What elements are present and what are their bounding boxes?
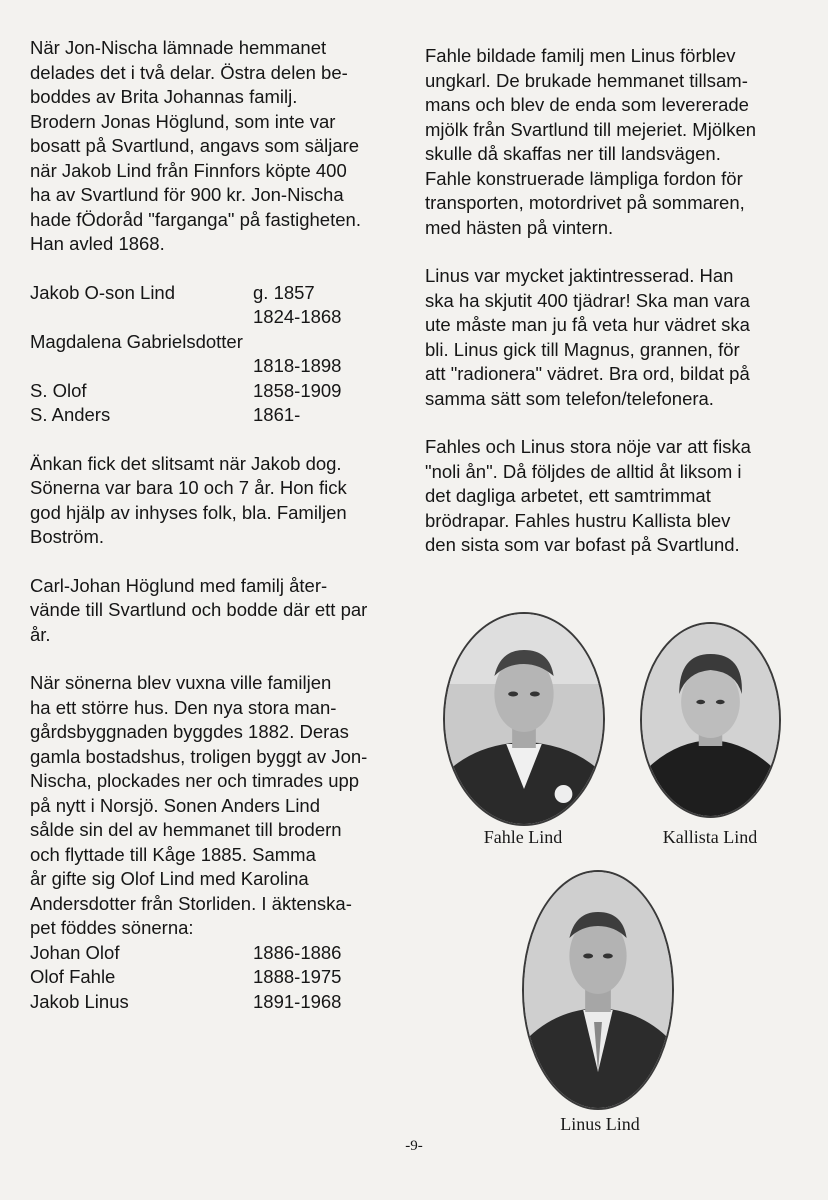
photo-kallista-lind	[640, 622, 781, 818]
photo-linus-lind	[522, 870, 674, 1110]
left-column	[30, 36, 385, 1014]
genealogy-list-sons	[30, 941, 385, 1015]
paragraph-fishing: Fahles och Linus stora nöje var att fiska "noli ån". Då följdes de alltid åt liksom i det dagliga arbetet, ett samtrimmat brödrapar. Fahles hustru Kallista blev den sista som var bofast på Svartlund.	[425, 436, 751, 555]
paragraph-carl-johan: Carl-Johan Höglund med familj åter- vände till Svartlund och bodde där ett par år.	[30, 574, 368, 645]
paragraph-linus-hunting: Linus var mycket jaktintresserad. Han ska ha skjutit 400 tjädrar! Ska man vara ute måste man ju få veta hur vädret ska bli. Linus gick till Magnus, grannen, för att "radionera" vädret. Bra ord, bildat på samma sätt som telefon/telefonera.	[425, 265, 750, 409]
genealogy-row: Jakob Linus 1891-1968	[30, 990, 342, 1012]
paragraph-fahle-family: Fahle bildade familj men Linus förblev ungkarl. De brukade hemmanet tillsam- mans och blev de enda som levererade mjölk från Svartlund till mejeriet. Mjölken skulle då skaffas ner till landsvägen. Fahle konstruerade lämpliga fordon för transporten, motordrivet på sommaren, med hästen på vintern.	[425, 45, 757, 238]
genealogy-list-jakob	[30, 281, 385, 428]
photo-fahle-lind	[443, 612, 605, 826]
caption-linus-lind: Linus Lind	[560, 1114, 640, 1134]
caption-fahle-lind: Fahle Lind	[483, 827, 563, 847]
genealogy-row: Olof Fahle 1888-1975	[30, 966, 342, 987]
portrait-man-icon	[445, 614, 603, 824]
genealogy-row: Johan Olof 1886-1886	[30, 941, 342, 963]
portrait-man-icon	[524, 872, 672, 1108]
genealogy-row: 1818-1898	[253, 355, 342, 376]
genealogy-row: S. Olof 1858-1909	[30, 379, 342, 401]
paragraph-jon-nischa: När Jon-Nischa lämnade hemmanet delades det i två delar. Östra delen be- boddes av Brita Johannas familj. Brodern Jonas Höglund, som inte var bosatt på Svartlund, angavs som säljare när Jakob Lind från Finnfors köpte 400 ha av Svartlund för 900 kr. Jon-Nischa hade fÖdoråd "farganga" på fastigheten. Han avled 1868.	[30, 37, 361, 254]
page-number: -9-	[405, 1138, 423, 1154]
genealogy-row: Jakob O-son Lind g. 1857	[30, 281, 315, 303]
portrait-woman-icon	[642, 624, 779, 816]
paragraph-new-house: När sönerna blev vuxna ville familjen ha ett större hus. Den nya stora man- gårdsbyggnaden byggdes 1882. Deras gamla bostadshus, troligen byggt av Jon- Nischa, plockades ner och timrades upp på nytt i Norsjö. Sonen Anders Lind sålde sin del av hemmanet till brodern och flyttade till Kåge 1885. Samma år gifte sig Olof Lind med Karolina Andersdotter från Storliden. I äktenska- pet föddes sönerna:	[30, 672, 368, 938]
genealogy-row: 1824-1868	[253, 306, 342, 327]
caption-kallista-lind: Kallista Lind	[662, 827, 758, 847]
genealogy-row: Magdalena Gabrielsdotter	[30, 330, 243, 352]
paragraph-widow: Änkan fick det slitsamt när Jakob dog. Sönerna var bara 10 och 7 år. Hon fick god hjälp av inhyses folk, bla. Familjen Boström.	[30, 452, 347, 547]
right-column	[425, 44, 790, 558]
genealogy-row: S. Anders 1861-	[30, 404, 301, 425]
